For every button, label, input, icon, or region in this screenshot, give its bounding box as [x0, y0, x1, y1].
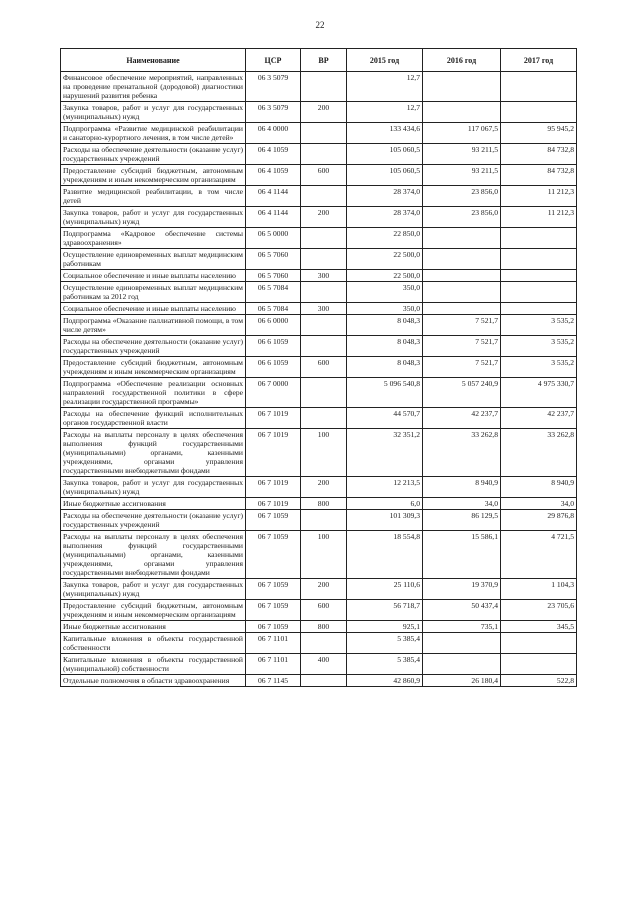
row-value-2016: 7 521,7 — [423, 315, 501, 336]
row-value-2016 — [423, 270, 501, 282]
row-name: Развитие медицинской реабилитации, в том числе детей — [61, 186, 246, 207]
row-vr: 800 — [301, 621, 347, 633]
row-vr: 100 — [301, 429, 347, 477]
row-value-2015: 22 500,0 — [347, 270, 423, 282]
row-value-2015: 101 309,3 — [347, 510, 423, 531]
row-name: Финансовое обеспечение мероприятий, направленных на проведение пренатальной (дородовой) диагностики нарушений развития ребенка — [61, 72, 246, 102]
row-value-2016: 42 237,7 — [423, 408, 501, 429]
row-code: 06 7 1059 — [246, 621, 301, 633]
row-value-2015: 105 060,5 — [347, 144, 423, 165]
row-value-2017: 11 212,3 — [501, 207, 577, 228]
row-value-2017: 8 940,9 — [501, 477, 577, 498]
row-value-2015: 32 351,2 — [347, 429, 423, 477]
row-vr — [301, 123, 347, 144]
row-value-2015: 12,7 — [347, 72, 423, 102]
row-name: Подпрограмма «Обеспечение реализации основных направлений государственной политики в сфере реализации государственной программы» — [61, 378, 246, 408]
row-value-2015: 350,0 — [347, 303, 423, 315]
row-code: 06 6 0000 — [246, 315, 301, 336]
row-vr: 600 — [301, 165, 347, 186]
row-vr — [301, 228, 347, 249]
row-value-2016 — [423, 654, 501, 675]
row-name: Иные бюджетные ассигнования — [61, 621, 246, 633]
row-value-2017 — [501, 303, 577, 315]
row-vr — [301, 336, 347, 357]
row-value-2015: 5 096 540,8 — [347, 378, 423, 408]
row-value-2016 — [423, 282, 501, 303]
row-name: Предоставление субсидий бюджетным, автономным учреждениям и иным некоммерческим организациям — [61, 600, 246, 621]
row-value-2017: 33 262,8 — [501, 429, 577, 477]
table-row — [61, 144, 577, 165]
row-vr: 600 — [301, 357, 347, 378]
table-row — [61, 72, 577, 102]
row-code: 06 4 1059 — [246, 144, 301, 165]
table-row — [61, 498, 577, 510]
row-value-2016: 5 057 240,9 — [423, 378, 501, 408]
row-value-2016: 19 370,9 — [423, 579, 501, 600]
row-value-2017 — [501, 249, 577, 270]
row-vr — [301, 72, 347, 102]
row-value-2015: 105 060,5 — [347, 165, 423, 186]
row-name: Закупка товаров, работ и услуг для государственных (муниципальных) нужд — [61, 477, 246, 498]
row-value-2016: 93 211,5 — [423, 144, 501, 165]
table-row — [61, 675, 577, 687]
row-value-2015: 133 434,6 — [347, 123, 423, 144]
row-code: 06 4 1144 — [246, 186, 301, 207]
row-code: 06 3 5079 — [246, 72, 301, 102]
table-row — [61, 315, 577, 336]
row-value-2015: 5 385,4 — [347, 654, 423, 675]
row-value-2016: 93 211,5 — [423, 165, 501, 186]
row-value-2015: 12,7 — [347, 102, 423, 123]
row-name: Предоставление субсидий бюджетным, автономным учреждениям и иным некоммерческим организациям — [61, 357, 246, 378]
row-value-2015: 28 374,0 — [347, 186, 423, 207]
row-value-2015: 12 213,5 — [347, 477, 423, 498]
row-vr: 200 — [301, 102, 347, 123]
row-code: 06 4 1144 — [246, 207, 301, 228]
row-name: Подпрограмма «Развитие медицинской реабилитации и санаторно-курортного лечения, в том числе детей» — [61, 123, 246, 144]
row-code: 06 7 1059 — [246, 579, 301, 600]
row-value-2017: 95 945,2 — [501, 123, 577, 144]
row-code: 06 5 7060 — [246, 249, 301, 270]
row-value-2016: 26 180,4 — [423, 675, 501, 687]
table-row — [61, 270, 577, 282]
row-name: Отдельные полномочия в области здравоохранения — [61, 675, 246, 687]
row-vr — [301, 186, 347, 207]
row-value-2016 — [423, 102, 501, 123]
row-name: Расходы на обеспечение деятельности (оказание услуг) государственных учреждений — [61, 144, 246, 165]
page-number: 22 — [315, 20, 325, 30]
table-row — [61, 408, 577, 429]
row-name: Подпрограмма «Кадровое обеспечение системы здравоохранения» — [61, 228, 246, 249]
header-name: Наименование — [61, 49, 246, 72]
row-value-2016: 86 129,5 — [423, 510, 501, 531]
row-value-2017: 23 705,6 — [501, 600, 577, 621]
row-code: 06 7 1019 — [246, 429, 301, 477]
row-vr — [301, 633, 347, 654]
row-value-2016: 735,1 — [423, 621, 501, 633]
row-value-2016: 33 262,8 — [423, 429, 501, 477]
table-row — [61, 102, 577, 123]
row-code: 06 4 0000 — [246, 123, 301, 144]
table-row — [61, 303, 577, 315]
row-value-2017 — [501, 72, 577, 102]
row-vr: 200 — [301, 579, 347, 600]
row-code: 06 3 5079 — [246, 102, 301, 123]
table-body — [61, 72, 577, 687]
row-value-2015: 28 374,0 — [347, 207, 423, 228]
table-row — [61, 510, 577, 531]
table-header-row — [61, 49, 577, 72]
row-code: 06 7 1059 — [246, 510, 301, 531]
row-value-2017: 4 721,5 — [501, 531, 577, 579]
row-code: 06 4 1059 — [246, 165, 301, 186]
row-code: 06 7 0000 — [246, 378, 301, 408]
row-value-2016 — [423, 228, 501, 249]
table-row — [61, 282, 577, 303]
row-code: 06 6 1059 — [246, 336, 301, 357]
budget-table — [60, 48, 577, 687]
row-name: Социальное обеспечение и иные выплаты населению — [61, 270, 246, 282]
row-code: 06 7 1019 — [246, 408, 301, 429]
row-value-2016: 15 586,1 — [423, 531, 501, 579]
row-value-2017: 84 732,8 — [501, 144, 577, 165]
row-value-2015: 350,0 — [347, 282, 423, 303]
row-name: Закупка товаров, работ и услуг для государственных (муниципальных) нужд — [61, 102, 246, 123]
table-row — [61, 357, 577, 378]
row-value-2017 — [501, 228, 577, 249]
row-name: Социальное обеспечение и иные выплаты населению — [61, 303, 246, 315]
table-row — [61, 228, 577, 249]
row-value-2015: 8 048,3 — [347, 315, 423, 336]
row-vr: 200 — [301, 207, 347, 228]
header-2016: 2016 год — [423, 49, 501, 72]
header-vr: ВР — [301, 49, 347, 72]
row-name: Расходы на обеспечение функций исполнительных органов государственной власти — [61, 408, 246, 429]
row-code: 06 7 1019 — [246, 498, 301, 510]
row-vr — [301, 378, 347, 408]
row-code: 06 7 1059 — [246, 600, 301, 621]
row-vr: 100 — [301, 531, 347, 579]
row-value-2017: 522,8 — [501, 675, 577, 687]
row-code: 06 7 1101 — [246, 654, 301, 675]
row-code: 06 7 1019 — [246, 477, 301, 498]
row-value-2017 — [501, 654, 577, 675]
row-name: Осуществление единовременных выплат медицинским работникам за 2012 год — [61, 282, 246, 303]
row-value-2016: 34,0 — [423, 498, 501, 510]
row-value-2016: 23 856,0 — [423, 186, 501, 207]
row-value-2016 — [423, 303, 501, 315]
row-value-2015: 22 850,0 — [347, 228, 423, 249]
row-value-2017: 34,0 — [501, 498, 577, 510]
table-row — [61, 477, 577, 498]
row-value-2017 — [501, 270, 577, 282]
row-vr — [301, 408, 347, 429]
row-value-2016 — [423, 633, 501, 654]
row-value-2016: 23 856,0 — [423, 207, 501, 228]
row-value-2017: 84 732,8 — [501, 165, 577, 186]
row-value-2017 — [501, 633, 577, 654]
row-value-2017 — [501, 282, 577, 303]
row-value-2015: 5 385,4 — [347, 633, 423, 654]
row-value-2016: 117 067,5 — [423, 123, 501, 144]
row-value-2015: 42 860,9 — [347, 675, 423, 687]
row-value-2015: 8 048,3 — [347, 357, 423, 378]
row-name: Капитальные вложения в объекты государственной (муниципальной) собственности — [61, 654, 246, 675]
row-vr: 200 — [301, 477, 347, 498]
row-value-2015: 18 554,8 — [347, 531, 423, 579]
row-name: Расходы на выплаты персоналу в целях обеспечения выполнения функций государственными (муниципальными) органами, казенными учреждениями, органами управления государственными внебюджетными фондами — [61, 531, 246, 579]
row-value-2016: 50 437,4 — [423, 600, 501, 621]
row-value-2015: 22 500,0 — [347, 249, 423, 270]
row-code: 06 5 7084 — [246, 303, 301, 315]
row-value-2016: 8 940,9 — [423, 477, 501, 498]
table-row — [61, 378, 577, 408]
row-code: 06 7 1059 — [246, 531, 301, 579]
row-vr: 300 — [301, 303, 347, 315]
row-value-2015: 8 048,3 — [347, 336, 423, 357]
row-vr: 800 — [301, 498, 347, 510]
row-vr — [301, 675, 347, 687]
table-row — [61, 207, 577, 228]
row-value-2015: 925,1 — [347, 621, 423, 633]
row-value-2017: 3 535,2 — [501, 315, 577, 336]
table-row — [61, 336, 577, 357]
row-code: 06 5 0000 — [246, 228, 301, 249]
header-2017: 2017 год — [501, 49, 577, 72]
row-value-2017: 4 975 330,7 — [501, 378, 577, 408]
table-row — [61, 186, 577, 207]
row-vr — [301, 249, 347, 270]
row-value-2017: 11 212,3 — [501, 186, 577, 207]
row-value-2015: 56 718,7 — [347, 600, 423, 621]
row-code: 06 5 7084 — [246, 282, 301, 303]
row-value-2017: 1 104,3 — [501, 579, 577, 600]
row-vr — [301, 510, 347, 531]
table-row — [61, 600, 577, 621]
row-name: Закупка товаров, работ и услуг для государственных (муниципальных) нужд — [61, 207, 246, 228]
table-row — [61, 429, 577, 477]
row-value-2017: 3 535,2 — [501, 336, 577, 357]
row-code: 06 7 1145 — [246, 675, 301, 687]
row-vr: 300 — [301, 270, 347, 282]
header-code: ЦСР — [246, 49, 301, 72]
table-row — [61, 531, 577, 579]
row-value-2017: 29 876,8 — [501, 510, 577, 531]
table-row — [61, 123, 577, 144]
row-vr — [301, 282, 347, 303]
row-value-2017: 3 535,2 — [501, 357, 577, 378]
table-row — [61, 165, 577, 186]
row-value-2016 — [423, 72, 501, 102]
row-name: Подпрограмма «Оказание паллиативной помощи, в том числе детям» — [61, 315, 246, 336]
row-name: Капитальные вложения в объекты государственной собственности — [61, 633, 246, 654]
row-name: Осуществление единовременных выплат медицинским работникам — [61, 249, 246, 270]
header-2015: 2015 год — [347, 49, 423, 72]
row-vr — [301, 315, 347, 336]
row-name: Закупка товаров, работ и услуг для государственных (муниципальных) нужд — [61, 579, 246, 600]
row-value-2017: 345,5 — [501, 621, 577, 633]
row-vr: 600 — [301, 600, 347, 621]
row-name: Расходы на выплаты персоналу в целях обеспечения выполнения функций государственными (муниципальными) органами, казенными учреждениями, органами управления государственными внебюджетными фондами — [61, 429, 246, 477]
table-row — [61, 654, 577, 675]
row-value-2017: 42 237,7 — [501, 408, 577, 429]
row-code: 06 7 1101 — [246, 633, 301, 654]
row-name: Расходы на обеспечение деятельности (оказание услуг) государственных учреждений — [61, 510, 246, 531]
row-value-2015: 6,0 — [347, 498, 423, 510]
row-name: Предоставление субсидий бюджетным, автономным учреждениям и иным некоммерческим организациям — [61, 165, 246, 186]
row-value-2015: 44 570,7 — [347, 408, 423, 429]
row-vr — [301, 144, 347, 165]
row-value-2016: 7 521,7 — [423, 336, 501, 357]
row-vr: 400 — [301, 654, 347, 675]
table-row — [61, 249, 577, 270]
row-value-2016 — [423, 249, 501, 270]
row-code: 06 6 1059 — [246, 357, 301, 378]
row-name: Иные бюджетные ассигнования — [61, 498, 246, 510]
row-value-2017 — [501, 102, 577, 123]
row-value-2015: 25 110,6 — [347, 579, 423, 600]
table-row — [61, 579, 577, 600]
row-name: Расходы на обеспечение деятельности (оказание услуг) государственных учреждений — [61, 336, 246, 357]
row-code: 06 5 7060 — [246, 270, 301, 282]
table-row — [61, 621, 577, 633]
row-value-2016: 7 521,7 — [423, 357, 501, 378]
table-row — [61, 633, 577, 654]
